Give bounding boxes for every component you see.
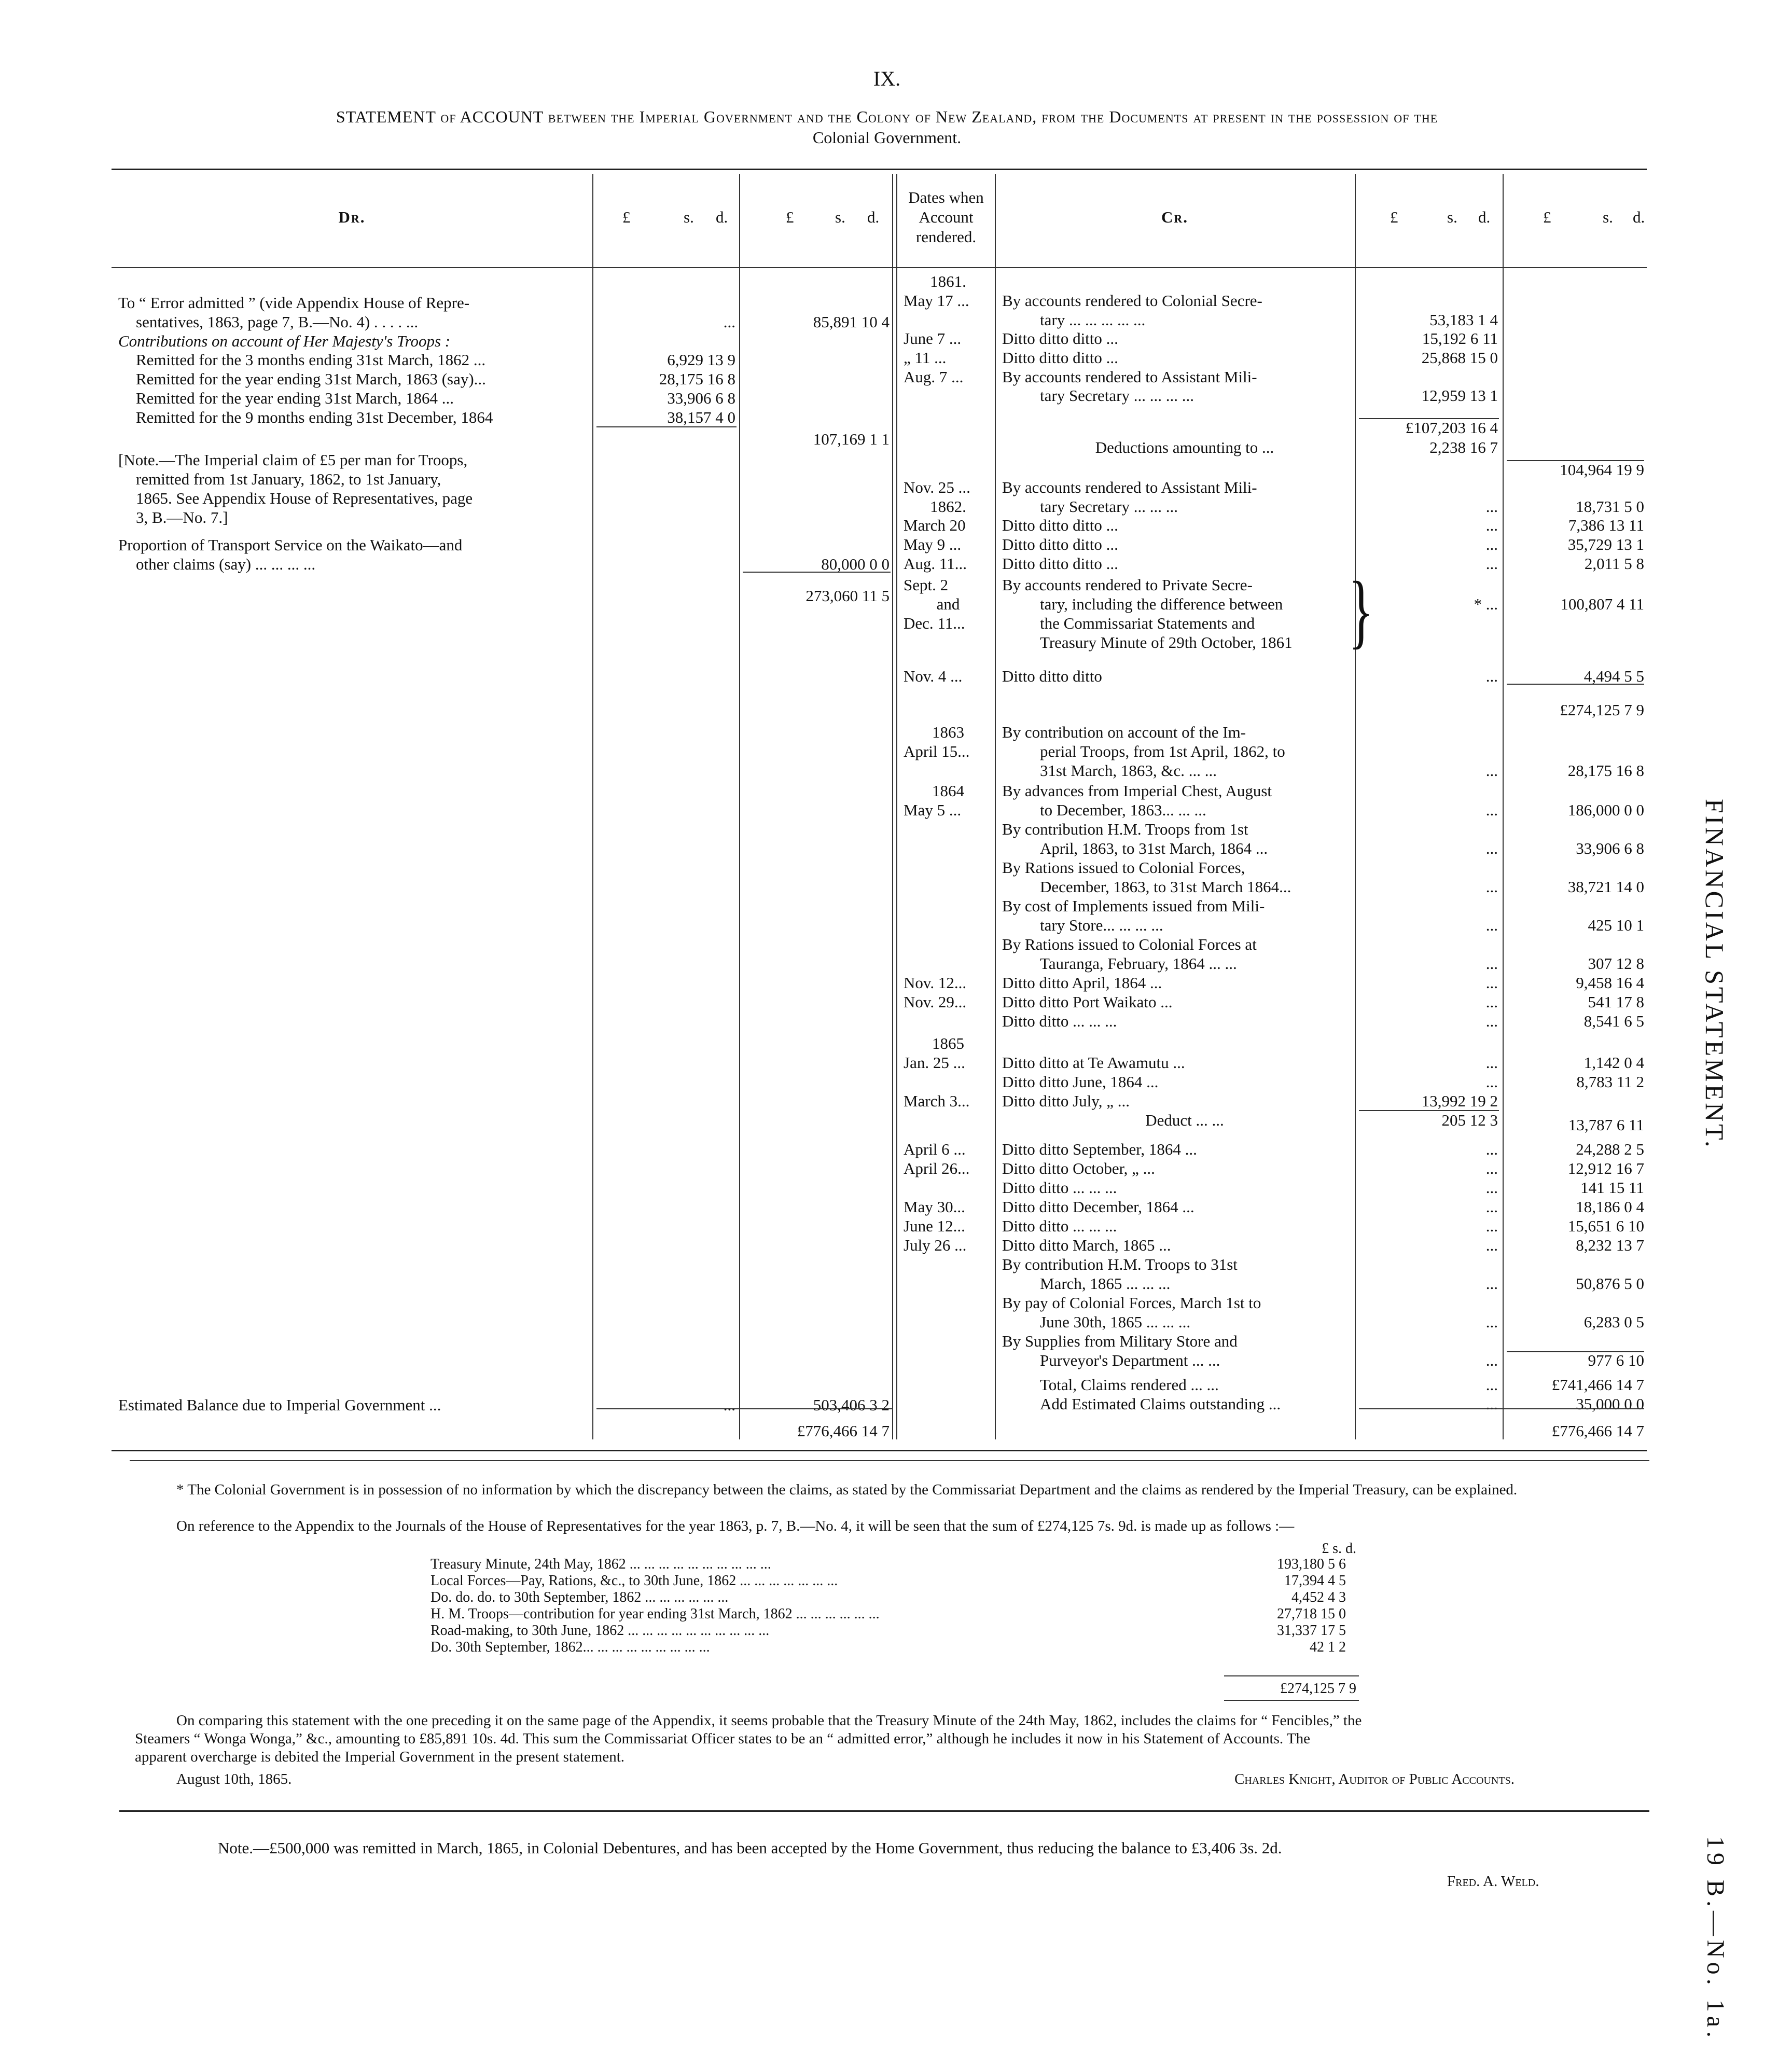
credit-amount-b: 18,731 5 0 [1576, 497, 1644, 516]
debit-text: 1865. See Appendix House of Representatives, page [136, 489, 473, 507]
credit-amount-a: £107,203 16 4 [1405, 419, 1498, 437]
total-rule [596, 1408, 892, 1409]
credit-amount-b: 50,876 5 0 [1576, 1274, 1644, 1293]
table-row [0, 291, 1660, 310]
total-rule [1359, 1408, 1644, 1409]
table-row [0, 1351, 1660, 1370]
footnote-reference: On reference to the Appendix to the Journals of the House of Representatives for the year 1863, p. 7, B.—No. 4, it will be seen that the sum of £274,125 7s. 9d. is made up as follows :— [176, 1518, 1295, 1534]
schedule-row [430, 1573, 1359, 1589]
credit-amount-a: 2,238 16 7 [1429, 438, 1498, 456]
table-row [0, 575, 1660, 594]
credit-text: Add Estimated Claims outstanding ... [1040, 1395, 1281, 1413]
credit-amount-b: 28,175 16 8 [1567, 761, 1644, 780]
credit-text: By cost of Implements issued from Mili- [1002, 897, 1265, 915]
debit-amount-a: ... [723, 1396, 735, 1414]
table-bottom-rule [112, 1450, 1647, 1451]
debit-text: [Note.—The Imperial claim of £5 per man for Troops, [118, 451, 468, 469]
page-reference: 19 B.—No. 1a. [1702, 1836, 1729, 2042]
credit-text: Total, Claims rendered ... ... [1040, 1376, 1219, 1394]
credit-text: tary Store... ... ... ... [1040, 916, 1163, 934]
credit-text: By contribution on account of the Im- [1002, 723, 1246, 741]
credit-amount-b: £274,125 7 9 [1560, 701, 1644, 719]
credit-text: Ditto ditto July, „ ... [1002, 1092, 1130, 1110]
credit-amount-a: 13,992 19 2 [1421, 1092, 1498, 1110]
table-row [0, 329, 1660, 348]
credit-amount-b: 18,186 0 4 [1576, 1198, 1644, 1216]
credit-amount-b: 35,729 13 1 [1567, 535, 1644, 553]
table-row [0, 935, 1660, 954]
credit-text: By pay of Colonial Forces, March 1st to [1002, 1294, 1261, 1312]
credit-date: June 7 ... [904, 329, 962, 348]
table-row [0, 310, 1660, 329]
credit-date: Aug. 11... [904, 554, 967, 573]
table-row [0, 1332, 1660, 1351]
credit-text: Ditto ditto ditto ... [1002, 516, 1118, 534]
credit-amount-b: 186,000 0 0 [1567, 801, 1644, 819]
credit-a-pound: £ [1390, 208, 1398, 226]
debit-amount-a: 28,175 16 8 [659, 370, 735, 388]
debit-amount-b: 273,060 11 5 [805, 587, 890, 605]
table-row [0, 614, 1660, 633]
schedule-label: H. M. Troops—contribution for year ending 31st March, 1862 ... ... ... ... ... ... [430, 1606, 880, 1622]
table-row [0, 667, 1660, 686]
schedule-row [430, 1606, 1359, 1622]
table-row [0, 1255, 1660, 1274]
credit-text: Ditto ditto April, 1864 ... [1002, 974, 1162, 992]
table-row [0, 497, 1660, 516]
credit-a-pence: d. [1478, 208, 1491, 226]
credit-text: the Commissariat Statements and [1040, 614, 1255, 632]
credit-amount-a: ... [1485, 1351, 1498, 1369]
credit-amount-b: 1,142 0 4 [1583, 1053, 1644, 1072]
credit-text: Ditto ditto ditto ... [1002, 554, 1118, 573]
credit-text: By accounts rendered to Assistant Mili- [1002, 368, 1257, 386]
credit-text: to December, 1863... ... ... [1040, 801, 1206, 819]
credit-text: tary Secretary ... ... ... ... [1040, 386, 1194, 405]
credit-date: May 5 ... [904, 801, 962, 819]
debit-a-shillings: s. [684, 208, 694, 226]
subtotal-rule [1507, 684, 1644, 685]
subtotal-rule [1359, 1110, 1499, 1111]
table-row [0, 820, 1660, 839]
schedule-row [430, 1623, 1359, 1639]
brace-icon: } [1349, 564, 1373, 657]
credit-text: Ditto ditto September, 1864 ... [1002, 1140, 1197, 1158]
credit-date: April 6 ... [904, 1140, 966, 1158]
dates-heading: Dates when Account rendered. [908, 188, 984, 246]
credit-amount-b: 8,783 11 2 [1576, 1073, 1644, 1091]
title-line-2: Colonial Government. [812, 128, 962, 147]
table-row [0, 1091, 1660, 1111]
debit-b-pound: £ [786, 208, 794, 226]
credit-text: By Rations issued to Colonial Forces, [1002, 858, 1245, 877]
schedule-label: Local Forces—Pay, Rations, &c., to 30th June, 1862 ... ... ... ... ... ... ... [430, 1573, 838, 1589]
credit-amount-a: ... [1485, 878, 1498, 896]
credit-amount-a: ... [1485, 1073, 1498, 1091]
credit-amount-b: 2,011 5 8 [1584, 554, 1644, 573]
table-row [0, 1140, 1660, 1159]
table-row [0, 348, 1660, 367]
table-row [0, 1034, 1660, 1053]
credit-text: By accounts rendered to Colonial Secre- [1002, 292, 1262, 310]
credit-text: March, 1865 ... ... ... [1040, 1274, 1171, 1293]
table-row [0, 761, 1660, 780]
credit-date: Nov. 4 ... [904, 667, 963, 685]
credit-amount-b: 541 17 8 [1588, 993, 1644, 1011]
title-line-1: STATEMENT of ACCOUNT between the Imperial Government and the Colony of New Zealand, from the Documents at present in the possession of the [336, 107, 1438, 126]
credit-date: March 20 [904, 516, 966, 534]
credit-date: July 26 ... [904, 1236, 967, 1254]
credit-amount-a: ... [1485, 1053, 1498, 1072]
debit-heading: Dr. [338, 208, 366, 226]
debit-a-pence: d. [716, 208, 728, 226]
table-row [0, 460, 1660, 479]
credit-amount-b: 8,541 6 5 [1583, 1012, 1644, 1030]
credit-amount-a: 53,183 1 4 [1429, 311, 1498, 329]
debit-text: remitted from 1st January, 1862, to 1st January, [136, 470, 441, 488]
credit-text: tary ... ... ... ... ... [1040, 311, 1146, 329]
schedule-row [430, 1556, 1359, 1572]
credit-amount-a: ... [1485, 667, 1498, 685]
table-row [0, 877, 1660, 896]
credit-date: 1863 [932, 723, 964, 741]
credit-text: Ditto ditto Port Waikato ... [1002, 993, 1173, 1011]
credit-text: Ditto ditto June, 1864 ... [1002, 1073, 1159, 1091]
credit-amount-a: 12,959 13 1 [1421, 386, 1498, 405]
comparison-paragraph: On comparing this statement with the one preceding it on the same page of the Appendix, it seems probable that the Treasury Minute of the 24th May, 1862, includes the claims for “ Fencibles,” the Steamers “ Wonga Wonga,” &c., amounting to £85,891 10s. 4d. This sum the Commissariat Officer states to be an “ admitted error,” although he includes it now in his Statement of Accounts. The apparent overcharge is debited the Imperial Government in the present statement. [135, 1712, 1362, 1765]
credit-amount-a: ... [1485, 1012, 1498, 1030]
credit-amount-a: ... [1485, 1178, 1498, 1197]
credit-amount-b: £741,466 14 7 [1551, 1376, 1644, 1394]
credit-text: Ditto ditto ... ... ... [1002, 1217, 1117, 1235]
final-note: Note.—£500,000 was remitted in March, 1865, in Colonial Debentures, and has been accepted by the Home Government, thus reducing the balance to £3,406 3s. 2d. [218, 1839, 1282, 1857]
schedule-total-rule [1224, 1700, 1359, 1701]
table-row [0, 1236, 1660, 1255]
credit-date: Nov. 12... [904, 974, 967, 992]
debit-a-pound: £ [622, 208, 631, 226]
credit-amount-a: ... [1485, 954, 1498, 973]
table-row [0, 1274, 1660, 1293]
page-number: IX. [873, 67, 901, 90]
table-row [0, 723, 1660, 742]
subtotal-rule [743, 572, 891, 573]
credit-text: tary, including the difference between [1040, 595, 1283, 613]
debit-amount-b: 80,000 0 0 [821, 555, 890, 573]
table-row [0, 800, 1660, 820]
schedule-head: £ s. d. [1322, 1541, 1356, 1557]
credit-amount-b: 100,807 4 11 [1560, 595, 1644, 613]
credit-date: „ 11 ... [904, 349, 947, 367]
table-row [0, 1375, 1660, 1394]
table-row [0, 418, 1660, 437]
table-row [0, 858, 1660, 877]
final-rule [119, 1810, 1649, 1812]
table-top-rule [112, 169, 1647, 170]
debit-text: sentatives, 1863, page 7, B.—No. 4) . . . . ... [136, 313, 419, 331]
credit-text: Ditto ditto ... ... ... [1002, 1178, 1117, 1197]
schedule-label: Do. 30th September, 1862... ... ... ... ... ... ... ... ... [430, 1639, 710, 1655]
credit-amount-b: 8,232 13 7 [1576, 1236, 1644, 1254]
credit-text: Ditto ditto ditto [1002, 667, 1102, 685]
table-row [0, 1053, 1660, 1072]
credit-amount-b: £776,466 14 7 [1551, 1422, 1644, 1440]
credit-date: May 30... [904, 1198, 965, 1216]
credit-amount-a: 25,868 15 0 [1421, 349, 1498, 367]
credit-text: Ditto ditto ditto ... [1002, 329, 1118, 348]
table-row [0, 700, 1660, 719]
credit-amount-a: ... [1485, 801, 1498, 819]
table-row [0, 839, 1660, 858]
subtotal-rule [1507, 460, 1644, 461]
credit-text: December, 1863, to 31st March 1864... [1040, 878, 1291, 896]
credit-amount-a: ... [1485, 535, 1498, 553]
credit-b-pound: £ [1543, 208, 1551, 226]
credit-date: 1862. [930, 497, 966, 516]
schedule-label: Do. do. do. to 30th September, 1862 ... ... ... ... ... ... [430, 1589, 729, 1605]
table-row [0, 1216, 1660, 1236]
credit-text: Ditto ditto ditto ... [1002, 349, 1118, 367]
credit-date: Nov. 25 ... [904, 478, 970, 496]
table-row [0, 633, 1660, 652]
table-row [0, 973, 1660, 992]
credit-amount-a: ... [1485, 1159, 1498, 1177]
credit-date: May 9 ... [904, 535, 962, 553]
debit-text: Remitted for the 9 months ending 31st December, 1864 [136, 408, 493, 426]
credit-text: tary Secretary ... ... ... [1040, 497, 1178, 516]
credit-text: Deduct ... ... [1145, 1111, 1224, 1129]
debit-text: Contributions on account of Her Majesty's Troops : [118, 332, 451, 350]
schedule-label: Treasury Minute, 24th May, 1862 ... ... ... ... ... ... ... ... ... ... [430, 1556, 771, 1572]
table-row [0, 1197, 1660, 1216]
credit-text: By accounts rendered to Assistant Mili- [1002, 478, 1257, 496]
credit-amount-a: ... [1485, 974, 1498, 992]
schedule-amount: 4,452 4 3 [1291, 1589, 1346, 1605]
table-row [0, 781, 1660, 800]
credit-text: Tauranga, February, 1864 ... ... [1040, 954, 1237, 973]
credit-amount-a: ... [1485, 497, 1498, 516]
credit-date: March 3... [904, 1092, 970, 1110]
credit-amount-a: ... [1485, 1376, 1498, 1394]
credit-text: June 30th, 1865 ... ... ... [1040, 1313, 1191, 1331]
credit-amount-b: 425 10 1 [1588, 916, 1644, 934]
governor-signature: Fred. A. Weld. [1447, 1873, 1539, 1890]
credit-text: By accounts rendered to Private Secre- [1002, 576, 1253, 594]
running-title: FINANCIAL STATEMENT. [1700, 799, 1729, 1150]
debit-text: 3, B.—No. 7.] [136, 508, 228, 526]
credit-text: Ditto ditto March, 1865 ... [1002, 1236, 1171, 1254]
credit-amount-b: 9,458 16 4 [1576, 974, 1644, 992]
debit-b-pence: d. [867, 208, 880, 226]
subtotal-rule [596, 426, 737, 427]
schedule-row [430, 1589, 1359, 1605]
credit-amount-a: ... [1485, 1313, 1498, 1331]
credit-b-pence: d. [1633, 208, 1645, 226]
table-row [0, 1421, 1660, 1440]
credit-date: June 12... [904, 1217, 965, 1235]
schedule-total: £274,125 7 9 [1280, 1681, 1356, 1697]
credit-amount-a: ... [1485, 839, 1498, 857]
table-row [0, 516, 1660, 535]
debit-amount-b: 107,169 1 1 [813, 430, 890, 448]
credit-text: By contribution H.M. Troops from 1st [1002, 820, 1248, 838]
credit-amount-b: 141 15 11 [1580, 1178, 1644, 1197]
credit-date: April 15... [904, 742, 970, 760]
credit-text: April, 1863, to 31st March, 1864 ... [1040, 839, 1268, 857]
debit-text: To “ Error admitted ” (vide Appendix House of Repre- [118, 294, 470, 312]
table-row [0, 554, 1660, 573]
credit-amount-a: ... [1485, 761, 1498, 780]
debit-text: Remitted for the year ending 31st March, 1864 ... [136, 389, 454, 407]
credit-date: Dec. 11... [904, 614, 965, 632]
credit-text: Purveyor's Department ... ... [1040, 1351, 1220, 1369]
credit-date: and [936, 595, 960, 613]
debit-text: Remitted for the 3 months ending 31st March, 1862 ... [136, 351, 486, 369]
credit-date: Aug. 7 ... [904, 368, 964, 386]
credit-amount-a: 15,192 6 11 [1422, 329, 1498, 348]
credit-date: Jan. 25 ... [904, 1053, 965, 1072]
credit-amount-a: 205 12 3 [1441, 1111, 1498, 1129]
debit-text: Proportion of Transport Service on the Waikato—and [118, 536, 463, 554]
subtotal-rule [1359, 418, 1499, 419]
document-title [207, 106, 1566, 148]
debit-amount-b: 85,891 10 4 [813, 313, 890, 331]
schedule-amount: 42 1 2 [1310, 1639, 1346, 1655]
table-row [0, 992, 1660, 1011]
table-row [0, 272, 1660, 291]
credit-text: perial Troops, from 1st April, 1862, to [1040, 742, 1285, 760]
credit-text: Ditto ditto October, „ ... [1002, 1159, 1155, 1177]
credit-date: Nov. 29... [904, 993, 967, 1011]
table-row [0, 1178, 1660, 1197]
credit-amount-b: 15,651 6 10 [1567, 1217, 1644, 1235]
debit-text: Estimated Balance due to Imperial Government ... [118, 1396, 441, 1414]
credit-text: By contribution H.M. Troops to 31st [1002, 1255, 1238, 1273]
table-row [0, 1115, 1660, 1134]
credit-amount-b: 24,288 2 5 [1576, 1140, 1644, 1158]
table-row [0, 386, 1660, 405]
schedule-amount: 193,180 5 6 [1277, 1556, 1346, 1572]
debit-amount-b: £776,466 14 7 [797, 1422, 890, 1440]
schedule-amount: 17,394 4 5 [1284, 1573, 1346, 1589]
credit-amount-b: 12,912 16 7 [1567, 1159, 1644, 1177]
credit-text: By Rations issued to Colonial Forces at [1002, 935, 1257, 953]
table-row [0, 367, 1660, 386]
table-row [0, 1293, 1660, 1312]
credit-b-shillings: s. [1603, 208, 1613, 226]
signoff-date: August 10th, 1865. [176, 1771, 292, 1787]
credit-amount-b: 977 6 10 [1588, 1351, 1644, 1369]
credit-amount-a: ... [1485, 1140, 1498, 1158]
credit-amount-b: 4,494 5 5 [1583, 667, 1644, 685]
debit-text: Remitted for the year ending 31st March, 1863 (say)... [136, 370, 486, 388]
table-row [0, 1394, 1660, 1413]
credit-amount-b: 104,964 19 9 [1560, 461, 1644, 479]
credit-text: Ditto ditto at Te Awamutu ... [1002, 1053, 1185, 1072]
table-row [0, 1159, 1660, 1178]
table-row [0, 594, 1660, 614]
table-row [0, 535, 1660, 554]
footnote-rule [130, 1460, 1649, 1461]
credit-date: Sept. 2 [904, 576, 949, 594]
credit-text: By Supplies from Military Store and [1002, 1332, 1238, 1350]
credit-amount-a: ... [1485, 1274, 1498, 1293]
credit-amount-a: ... [1485, 554, 1498, 573]
credit-date: April 26... [904, 1159, 970, 1177]
credit-date: 1865 [932, 1034, 964, 1052]
credit-a-shillings: s. [1447, 208, 1457, 226]
credit-text: Deductions amounting to ... [1095, 438, 1274, 456]
debit-amount-a: 38,157 4 0 [667, 408, 735, 426]
credit-text: Ditto ditto December, 1864 ... [1002, 1198, 1194, 1216]
table-row [0, 1312, 1660, 1332]
schedule-label: Road-making, to 30th June, 1862 ... ... ... ... ... ... ... ... ... ... [430, 1623, 770, 1639]
credit-text: By advances from Imperial Chest, August [1002, 782, 1272, 800]
table-row [0, 916, 1660, 935]
auditor-signature: Charles Knight, Auditor of Public Accounts. [1234, 1771, 1515, 1787]
schedule-total-rule [1224, 1675, 1359, 1676]
credit-amount-b: 6,283 0 5 [1583, 1313, 1644, 1331]
table-row [0, 742, 1660, 761]
table-row [0, 954, 1660, 973]
credit-amount-b: 7,386 13 11 [1568, 516, 1644, 534]
subtotal-rule [1507, 1351, 1644, 1352]
schedule-amount: 31,337 17 5 [1277, 1623, 1346, 1639]
credit-amount-a: ... [1485, 1217, 1498, 1235]
debit-b-shillings: s. [835, 208, 845, 226]
schedule-amount: 27,718 15 0 [1277, 1606, 1346, 1622]
credit-heading: Cr. [1161, 208, 1189, 226]
credit-amount-b: 38,721 14 0 [1567, 878, 1644, 896]
credit-amount-a: ... [1485, 993, 1498, 1011]
credit-date: May 17 ... [904, 292, 969, 310]
credit-amount-b: 35,000 0 0 [1576, 1395, 1644, 1413]
table-row [0, 478, 1660, 497]
schedule-row [430, 1639, 1359, 1655]
credit-amount-b: 307 12 8 [1588, 954, 1644, 973]
credit-date: 1864 [932, 782, 964, 800]
credit-text: Treasury Minute of 29th October, 1861 [1040, 633, 1293, 651]
table-row [0, 1072, 1660, 1091]
credit-amount-b: 13,787 6 11 [1568, 1116, 1644, 1134]
debit-text: other claims (say) ... ... ... ... [136, 555, 316, 573]
table-row [0, 438, 1660, 457]
credit-amount-a: ... [1485, 1236, 1498, 1254]
credit-amount-b: 33,906 6 8 [1576, 839, 1644, 857]
credit-amount-a: ... [1485, 516, 1498, 534]
credit-text: Ditto ditto ... ... ... [1002, 1012, 1117, 1030]
table-row [0, 1011, 1660, 1031]
debit-amount-a: ... [723, 313, 735, 331]
credit-text: Ditto ditto ditto ... [1002, 535, 1118, 553]
credit-amount-a: ... [1485, 916, 1498, 934]
debit-amount-a: 33,906 6 8 [667, 389, 735, 407]
debit-amount-a: 6,929 13 9 [667, 351, 735, 369]
credit-amount-a: ... [1485, 1395, 1498, 1413]
credit-amount-a: ... [1485, 1198, 1498, 1216]
credit-amount-a: * ... [1474, 595, 1498, 613]
credit-date: 1861. [930, 272, 966, 290]
credit-text: 31st March, 1863, &c. ... ... [1040, 761, 1217, 780]
table-row [0, 896, 1660, 916]
footnote-star: * The Colonial Government is in possession of no information by which the discrepancy between the claims, as stated by the Commissariat Department and the claims as rendered by the Imperial Treasury, can be explained. [176, 1481, 1518, 1498]
table-head-rule [112, 267, 1647, 268]
debit-amount-b: 503,406 3 2 [813, 1396, 890, 1414]
